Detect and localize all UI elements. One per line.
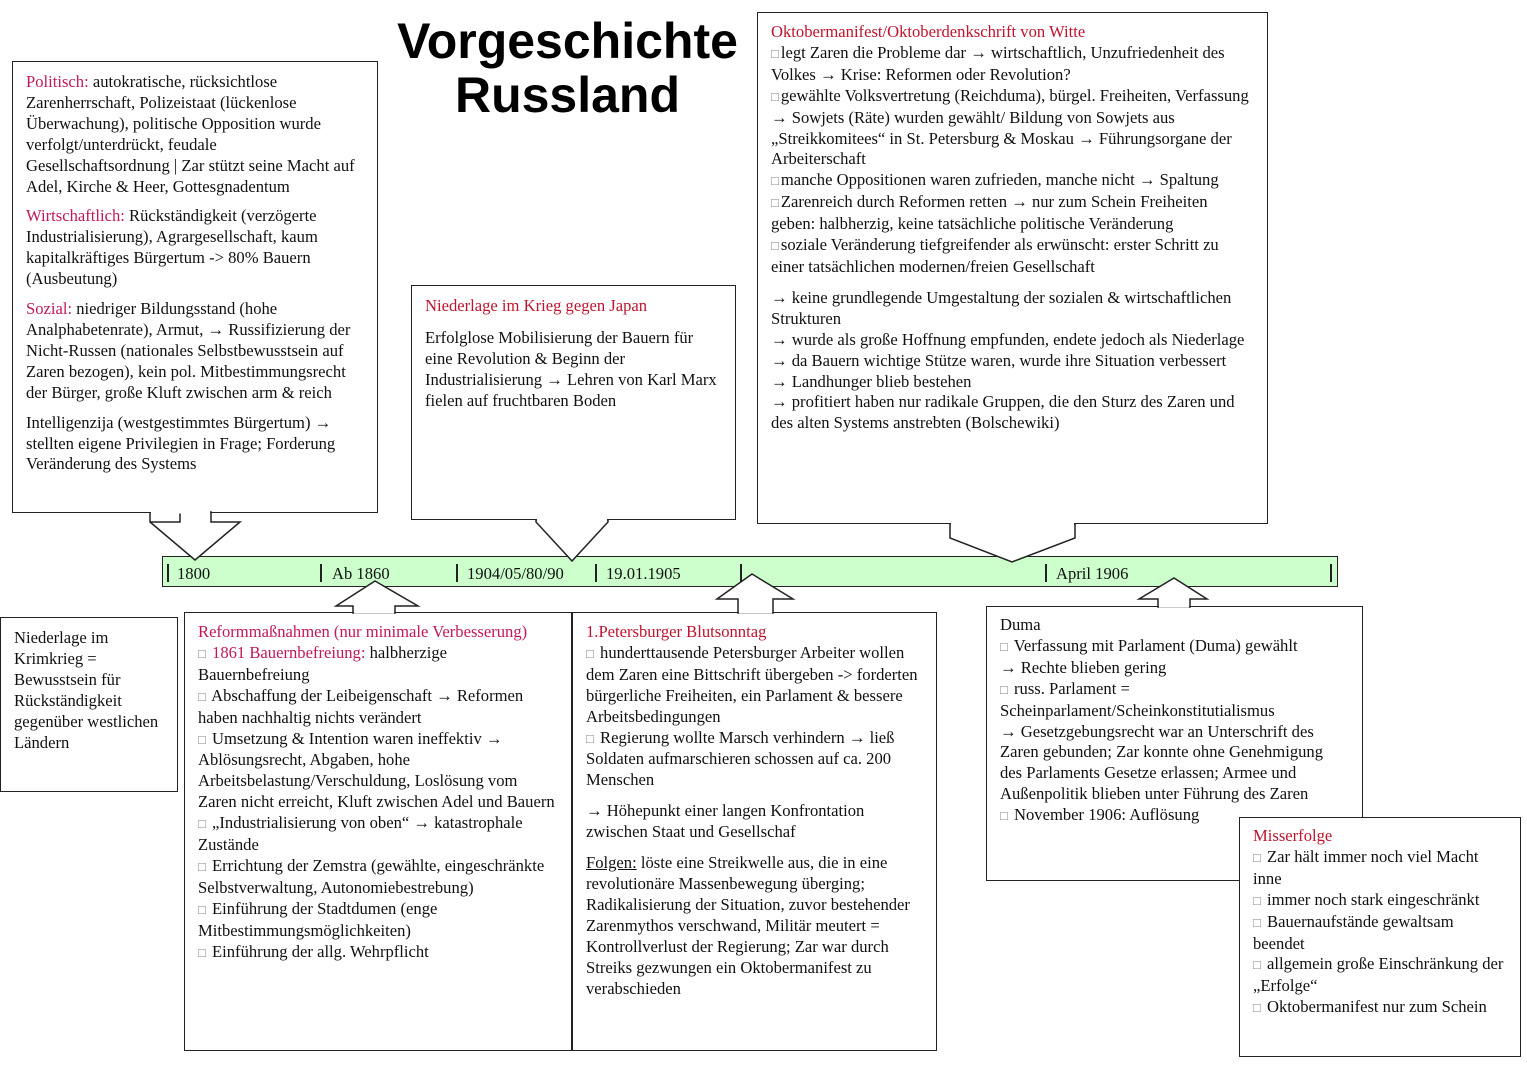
oktober-conclusion-1: → keine grundlegende Umgestaltung der sozialen & wirtschaftlichen Strukturen	[771, 287, 1232, 328]
square-bullet-icon: □	[586, 645, 594, 661]
pointer-duma	[1139, 578, 1207, 607]
japan-heading: Niederlage im Krieg gegen Japan	[425, 296, 648, 315]
sozial-text: niedriger Bildungsstand (hohe Analphabetenrate), Armut, → Russifizierung der Nicht-Russen (nationales Selbstbewusstsein auf Zaren bezogen), kein pol. Mitbestimmungsrecht der Bürger, große Kluft zwischen arm & reich	[26, 299, 351, 402]
duma-arrow-1: → Rechte blieben gering	[1000, 657, 1167, 677]
duma-heading: Duma	[1000, 615, 1041, 634]
square-bullet-icon: □	[198, 858, 206, 874]
square-bullet-icon: □	[1000, 808, 1008, 824]
oktober-item-3: □ manche Oppositionen waren zufrieden, manche nicht → Spaltung	[771, 170, 1219, 190]
duma-item-1: □ Verfassung mit Parlament (Duma) gewählt	[1000, 635, 1298, 655]
blutsonntag-item-2: □ Regierung wollte Marsch verhindern → ließ Soldaten aufmarschieren schossen auf ca. 200 Menschen	[586, 727, 895, 790]
duma-arrow-2: → Gesetzgebungsrecht war an Unterschrift des Zaren gebunden; Zar konnte ohne Genehmigung des Parlaments Gesetze erlassen; Armee und Außenpolitik blieben unter Führung des Zaren	[1000, 721, 1324, 804]
oktober-conclusion-2: → wurde als große Hoffnung empfunden, endete jedoch als Niederlage	[771, 329, 1245, 349]
square-bullet-icon: □	[198, 944, 206, 960]
politisch-label: Politisch:	[26, 72, 89, 91]
misserfolge-item-4: □ allgemein große Einschränkung der „Erfolge“	[1253, 954, 1504, 996]
square-bullet-icon: □	[771, 195, 779, 211]
square-bullet-icon: □	[586, 730, 594, 746]
intelligenzija-paragraph: Intelligenzija (westgestimmtes Bürgertum) → stellten eigene Privilegien in Frage; Forderung Veränderung des Systems	[26, 412, 336, 474]
square-bullet-icon: □	[1253, 914, 1261, 930]
reform-item-1: □ 1861 Bauernbefreiung: halbherzige Bauernbefreiung	[198, 642, 448, 684]
reform-heading: Reformmaßnahmen (nur minimale Verbesserung)	[198, 622, 528, 641]
timeline-label-april-1906: April 1906	[1056, 564, 1129, 583]
misserfolge-heading: Misserfolge	[1253, 826, 1333, 845]
square-bullet-icon: □	[771, 45, 779, 61]
blutsonntag-item-1: □ hunderttausende Petersburger Arbeiter wollen dem Zaren eine Bittschrift übergeben -> forderten bürgerliche Freiheiten, ein Parlament & bessere Arbeitsbedingungen	[586, 642, 918, 726]
blutsonntag-hoehepunkt: → Höhepunkt einer langen Konfrontation zwischen Staat und Gesellschaf	[586, 801, 865, 842]
oktober-conclusion-4: → Landhunger blieb bestehen	[771, 371, 972, 391]
square-bullet-icon: □	[198, 645, 206, 661]
reform-item-4: □ „Industrialisierung von oben“ → katastrophale Zustände	[198, 813, 523, 855]
sozial-label: Sozial:	[26, 299, 73, 319]
reform-item-3: □ Umsetzung & Intention waren ineffektiv → Ablösungsrecht, Abgaben, hohe Arbeitsbelastung/Verschuldung, Loslösung vom Zaren nicht erreicht, Kluft zwischen Adel und Bauern	[198, 728, 555, 812]
square-bullet-icon: □	[1253, 849, 1261, 865]
oktober-item-4: □ Zarenreich durch Reformen retten → nur zum Schein Freiheiten geben: halbherzig, keine tatsächliche politische Veränderung	[771, 192, 1208, 234]
square-bullet-icon: □	[1253, 957, 1261, 973]
title-line-2: Russland	[454, 67, 681, 123]
reform-item-7: □ Einführung der allg. Wehrpflicht	[198, 941, 429, 961]
misserfolge-item-5: □ Oktobermanifest nur zum Schein	[1253, 997, 1487, 1017]
misserfolge-item-3: □ Bauernaufstände gewaltsam beendet	[1253, 911, 1454, 953]
reform-item-2: □ Abschaffung der Leibeigenschaft → Reformen haben nachhaltig nichts verändert	[198, 685, 524, 727]
square-bullet-icon: □	[771, 88, 779, 104]
japan-text: Erfolglose Mobilisierung der Bauern für eine Revolution & Beginn der Industrialisierung → Lehren von Karl Marx fielen auf fruchtbaren Boden	[425, 327, 717, 410]
misserfolge-item-1: □ Zar hält immer noch viel Macht inne	[1253, 846, 1479, 888]
oktober-item-5: □ soziale Veränderung tiefgreifender als erwünscht: erster Schritt zu einer tatsächlichen modernen/freien Gesellschaft	[771, 235, 1219, 276]
timeline-label-1904: 1904/05/80/90	[467, 564, 564, 583]
pointer-japan	[536, 520, 608, 561]
timeline-label-ab-1860: Ab 1860	[332, 564, 390, 583]
krimkrieg-text: Niederlage im Krimkrieg = Bewusstsein für Rückständigkeit gegenüber westlichen Ländern	[14, 628, 159, 752]
reform-item-6: □ Einführung der Stadtdumen (enge Mitbestimmungsmöglichkeiten)	[198, 898, 438, 940]
oktober-item-1: □ legt Zaren die Probleme dar → wirtschaftlich, Unzufriedenheit des Volkes → Krise: Reformen oder Revolution?	[771, 42, 1225, 84]
oktober-item-2: □ gewählte Volksvertretung (Reichduma), bürgel. Freiheiten, Verfassung → Sowjets (Räte) wurden gewählt/ Bildung von Sowjets aus „Streikkomitees“ in St. Petersburg & Moskau → Führungsorgane der Arbeiterschaft	[771, 85, 1249, 169]
square-bullet-icon: □	[1000, 638, 1008, 654]
square-bullet-icon: □	[198, 688, 206, 704]
pointer-oktober	[950, 524, 1075, 562]
square-bullet-icon: □	[198, 731, 206, 747]
square-bullet-icon: □	[771, 238, 779, 254]
square-bullet-icon: □	[771, 173, 779, 189]
timeline-label-1800: 1800	[177, 564, 211, 583]
politisch-text: autokratische, rücksichtlose Zarenherrschaft, Polizeistaat (lückenlose Überwachung), politische Opposition wurde verfolgt/unterdrückt, feudale Gesellschaftsordnung | Zar stützt seine Macht auf Adel, Kirche & Heer, Gottesgnadentum	[26, 72, 355, 196]
square-bullet-icon: □	[198, 901, 206, 917]
square-bullet-icon: □	[198, 816, 206, 832]
pointer-reform	[336, 581, 418, 613]
oktober-conclusion-5: → profitiert haben nur radikale Gruppen, die den Sturz des Zaren und des alten Systems anstrebten (Bolschewiki)	[771, 392, 1235, 433]
title-line-1: Vorgeschichte	[397, 13, 738, 69]
oktober-conclusion-3: → da Bauern wichtige Stütze waren, wurde ihre Situation verbessert	[771, 350, 1227, 370]
wirtschaft-label: Wirtschaftlich:	[26, 206, 125, 226]
blutsonntag-heading: 1.Petersburger Blutsonntag	[586, 622, 767, 641]
square-bullet-icon: □	[1000, 681, 1008, 697]
oktober-heading: Oktobermanifest/Oktoberdenkschrift von Witte	[771, 22, 1086, 41]
pointer-1800	[150, 512, 240, 560]
duma-item-2: □ russ. Parlament = Scheinparlament/Scheinkonstitutialismus	[1000, 678, 1275, 720]
duma-item-3: □ November 1906: Auflösung	[1000, 805, 1200, 825]
square-bullet-icon: □	[1253, 1000, 1261, 1016]
misserfolge-item-2: □ immer noch stark eingeschränkt	[1253, 889, 1480, 909]
reform-item-5: □ Errichtung der Zemstra (gewählte, eingeschränkte Selbstverwaltung, Autonomiebestrebung)	[198, 855, 545, 897]
square-bullet-icon: □	[1253, 892, 1261, 908]
pointer-blutsonntag	[717, 574, 793, 613]
wirtschaft-text: Rückständigkeit (verzögerte Industrialisierung), Agrargesellschaft, kaum kapitalkräftiges Bürgertum -> 80% Bauern (Ausbeutung)	[26, 206, 318, 289]
blutsonntag-folgen: Folgen: löste eine Streikwelle aus, die in eine revolutionäre Massenbewegung überging; Radikalisierung der Situation, zuvor bestehender Zarenmythos verschwand, Militär meutert = Kontrollverlust der Regierung; Zar war durch Streiks gezwungen ein Oktobermanifest zu verabschieden	[586, 853, 910, 998]
timeline-label-19-01-1905: 19.01.1905	[606, 564, 681, 583]
